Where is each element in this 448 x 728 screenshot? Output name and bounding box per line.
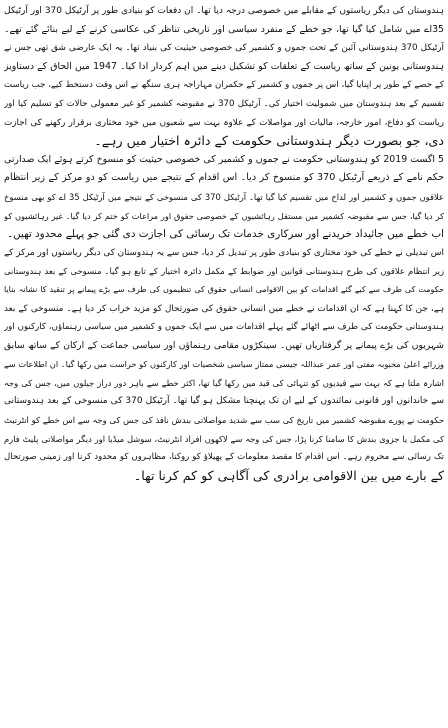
- text-line: ریاست کو دفاع، امور خارجہ، مالیات اور مواصلات کے علاوہ بہت سے شعبوں میں خود مختاری برقرار رکھنے کی اجازت: [4, 117, 444, 128]
- text-line: 35اے میں شامل کیا گیا تھا، جو خطے کے منفرد سیاسی اور تاریخی تناظر کی عکاسی کرنے کے لیے بنائے گئے تھے۔: [4, 23, 444, 35]
- text-line: کے بارے میں بین الاقوامی برادری کی آگاہی کو کم کرنا تھا۔: [133, 467, 444, 483]
- paragraph: [4, 151, 444, 244]
- paragraph: [4, 244, 444, 486]
- text-line: اب خطے میں جائیداد خریدنے اور سرکاری خدمات تک رسائی کی اجازت دی گئی جو پہلے محدود تھیں۔: [6, 228, 444, 241]
- text-line: اس تبدیلی نے خطے کی خود مختاری کو بنیادی طور پر تبدیل کر دیا، جس سے یہ ہندوستان کی دیگر ریاستوں اور مرکز کے: [4, 247, 444, 258]
- text-line: حکومت نے پورے مقبوضہ کشمیر میں تاریخ کی سب سے شدید مواصلاتی بندش نافذ کی جس کی وجہ سے اس خطے کو انٹرنیٹ: [4, 415, 444, 426]
- text-line: کے حصے کے طور پر اپنایا گیا، اس پر جموں و کشمیر کے حکمران مہاراجہ ہری سنگھ نے اس وقت دستخط کیے، جب ریاست: [4, 80, 444, 91]
- text-line: 5 اگست 2019 کو ہندوستانی حکومت نے جموں و کشمیر کی خصوصی حیثیت کو منسوخ کرتے ہوئے ایک صدارتی: [4, 153, 444, 165]
- text-line: ہندوستانی یونین کے ساتھ ریاست کے تعلقات کو تشکیل دینے میں اہم کردار ادا کیا۔ 1947 میں الحاق کے دستاویز: [4, 60, 444, 72]
- text-line: زیر انتظام علاقوں کی طرح ہندوستانی قوانین اور ضوابط کے مکمل دائرہ اختیار کے تابع ہو گیا۔ منسوخی کے بعد ہندوستانی: [4, 266, 444, 277]
- text-line: وزرائے اعلیٰ محبوبہ مفتی اور عمر عبداللہ جیسی ممتاز سیاسی شخصیات اور کارکنوں کو حراست میں رکھا گیا۔ ان اطلاعات سے: [4, 359, 444, 370]
- text-line: ہندوستانی حکومت کی طرف سے اٹھائے گئے پہلے اقدامات میں سے ایک جموں و کشمیر میں سیاسی رہنماؤں، کارکنوں اور: [4, 322, 444, 333]
- text-line: ہندوستان کی دیگر ریاستوں کے مقابلے میں خصوصی درجہ دیا تھا۔ ان دفعات کو بنیادی طور پر آرٹیکل 370 اور آرٹیکل: [4, 6, 444, 16]
- text-line: تقسیم کے بعد ہندوستان میں شمولیت اختیار کی۔ آرٹیکل 370 نے مقبوضہ کشمیر کو غیر معمولی حالات کو تسلیم کیا اور: [4, 98, 444, 109]
- text-line: تک رسائی سے محروم رہے۔ اس اقدام کا مقصد معلومات کے پھیلاؤ کو روکنا، مظاہروں کو محدود کرنا اور زمینی صورتحال: [4, 452, 444, 463]
- text-line: آرٹیکل 370 ہندوستانی آئین کے تحت جموں و کشمیر کی خصوصی حیثیت کی بنیاد تھا۔ یہ ایک عارضی شق تھی جس نے: [4, 43, 444, 54]
- text-line: سے خاندانوں اور قانونی نمائندوں کے لیے ان تک پہنچنا مشکل ہو گیا تھا۔ آرٹیکل 370 کی منسوخی کے بعد ہندوستانی: [4, 396, 444, 407]
- text-line: حکومت کی طرف سے کیے گئے اقدامات کو بین الاقوامی انسانی حقوق کی تنظیموں کی طرف سے بڑے پیمانے پر تنقید کا نشانہ بنایا: [4, 284, 444, 294]
- text-line: علاقوں جموں و کشمیر اور لداخ میں تقسیم کیا گیا تھا۔ آرٹیکل 370 کی منسوخی کے نتیجے میں آرٹیکل 35 اے کو بھی منسوخ: [4, 191, 444, 202]
- paragraph: [4, 2, 444, 151]
- text-line: کر دیا گیا، جس سے مقبوضہ کشمیر میں مستقل رہائشیوں کے خصوصی حقوق اور مراعات کو ختم کر دیا گیا۔ غیر رہائشیوں کو: [4, 210, 444, 221]
- text-line: کی مکمل یا جزوی بندش کا سامنا کرنا پڑا، جس کی وجہ سے لاکھوں افراد انٹرنیٹ، سوشل میڈیا اور دیگر مواصلاتی پلیٹ فارم: [4, 433, 444, 444]
- text-line: شہریوں کی بڑے پیمانے پر گرفتاریاں تھیں۔ سینکڑوں مقامی رہنماؤں اور سیاسی جماعت کے ارکان کے ساتھ سابق: [4, 339, 444, 351]
- text-line: دی، جو بصورت دیگر ہندوستانی حکومت کے دائرہ اختیار میں رہے۔: [94, 133, 444, 149]
- text-line: اشارہ ملتا ہے کہ بہت سے قیدیوں کو تنہائی کی قید میں رکھا گیا تھا، اکثر خطے سے باہر دور دراز جیلوں میں، جس کی وجہ: [4, 377, 444, 388]
- text-line: حکم نامے کے ذریعے آرٹیکل 370 کو منسوخ کر دیا۔ اس اقدام کے نتیجے میں ریاست کو دو مرکز کے زیر انتظام: [4, 172, 444, 184]
- text-line: ہے، جن کا کہنا ہے کہ ان اقدامات نے خطے میں انسانی حقوق کی صورتحال کو مزید خراب کر دیا ہے۔ منسوخی کے بعد: [4, 303, 444, 314]
